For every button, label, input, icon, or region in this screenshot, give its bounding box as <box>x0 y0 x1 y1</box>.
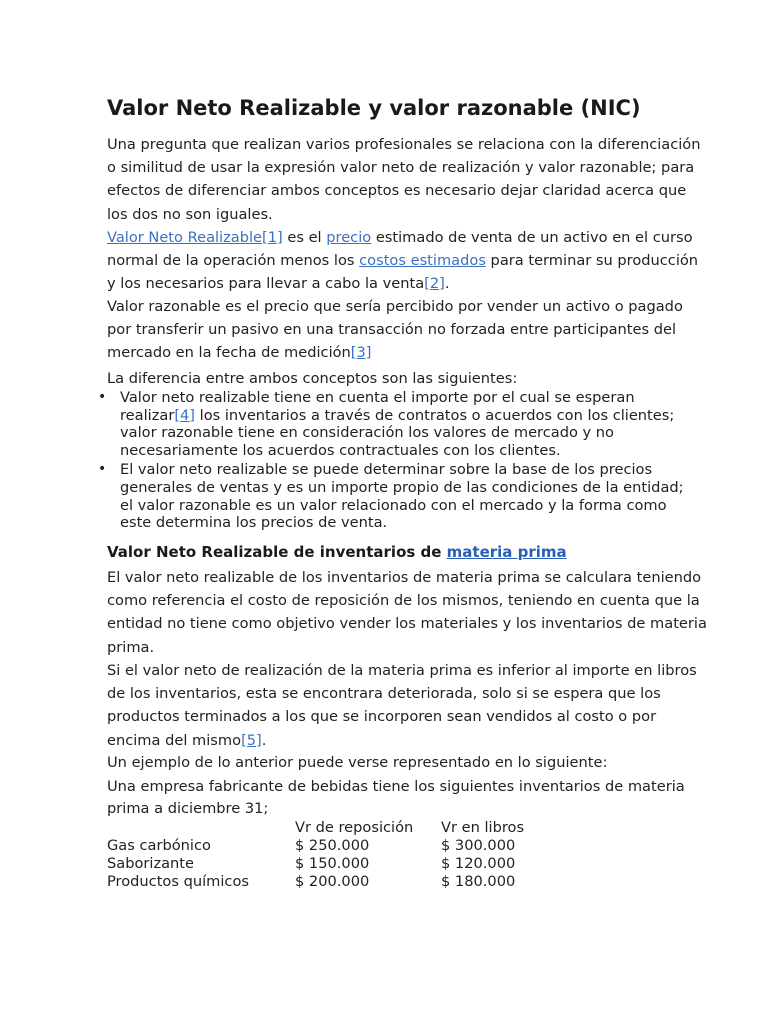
vnr-text-c: para terminar su producción y los necesarios para llevar a cabo la venta <box>107 252 699 293</box>
valor-razonable-paragraph <box>107 295 707 365</box>
bullet1-text-a: Valor neto realizable tiene en cuenta el importe por el cual se esperan realizar <box>120 389 635 424</box>
table-cell: $ 250.000 <box>295 837 370 854</box>
link-precio[interactable]: precio <box>326 229 372 246</box>
link-valor-neto-realizable[interactable]: Valor Neto Realizable <box>107 229 263 246</box>
table-cell: $ 200.000 <box>295 873 370 890</box>
razonable-text: Valor razonable es el precio que sería percibido por vender un activo o pagado por transferir un pasivo en una transacción no forzada entre participantes del mercado en la fecha de medición <box>107 298 683 362</box>
table-header-cell: Vr de reposición <box>295 819 414 836</box>
table-cell: Productos químicos <box>107 873 249 890</box>
table-cell: $ 300.000 <box>441 837 516 854</box>
section-heading <box>107 543 567 561</box>
table-cell: Gas carbónico <box>107 837 211 854</box>
vnr-definition-paragraph <box>107 226 707 296</box>
table-header-cell: Vr en libros <box>441 819 525 836</box>
vnr-text-a: es el <box>282 229 327 246</box>
list-item <box>120 389 700 459</box>
vnr-text-b: estimado de venta de un activo en el curso normal de la operación menos los <box>107 229 693 270</box>
footnote-ref-2[interactable]: [2] <box>424 275 445 293</box>
mp2-end: . <box>261 731 267 749</box>
ejemplo-text: Una empresa fabricante de bebidas tiene los siguientes inventarios de materia prima a diciembre 31; <box>107 778 685 817</box>
table-cell: $ 150.000 <box>295 855 370 872</box>
diferencia-intro: La diferencia entre ambos conceptos son las siguientes: <box>107 370 518 387</box>
diferencias-list <box>120 389 700 532</box>
materia-prima-paragraph-1: El valor neto realizable de los inventarios de materia prima se calculara teniendo como referencia el costo de reposición de los mismos, teniendo en cuenta que la entidad no tiene como objetivo vender los materiales y los inventarios de materia prima. <box>107 569 707 656</box>
ejemplo-intro: Un ejemplo de lo anterior puede verse representado en lo siguiente: <box>107 754 608 771</box>
vnr-text-d: . <box>444 275 450 293</box>
mp2-text: Si el valor neto de realización de la materia prima es inferior al importe en libros de los inventarios, esta se encontrara deteriorada, solo si se espera que los productos terminados a los que se incorporen sean vendidos al costo o por encima del mismo <box>107 662 697 749</box>
page-title: Valor Neto Realizable y valor razonable (NIC) <box>107 96 641 120</box>
footnote-ref-5[interactable]: [5] <box>241 731 262 749</box>
materia-prima-paragraph-2 <box>107 659 707 752</box>
list-item <box>120 461 700 531</box>
footnote-ref-1[interactable]: [1] <box>262 229 283 246</box>
footnote-ref-4[interactable]: [4] <box>174 406 196 424</box>
table-cell: $ 180.000 <box>441 873 516 890</box>
footnote-ref-3[interactable]: [3] <box>350 344 372 362</box>
table-cell: $ 120.000 <box>441 855 516 872</box>
bullet1-text-b: los inventarios a través de contratos o acuerdos con los clientes; valor razonable tiene en consideración los valores de mercado y no necesariamente los acuerdos contractuales con los clientes. <box>120 406 675 459</box>
table-cell: Saborizante <box>107 855 195 872</box>
link-materia-prima[interactable]: materia prima <box>446 543 567 561</box>
intro-paragraph: Una pregunta que realizan varios profesionales se relaciona con la diferenciación o similitud de usar la expresión valor neto de realización y valor razonable; para efectos de diferenciar ambos conceptos es necesario dejar claridad acerca que los dos no son iguales. <box>107 136 701 223</box>
link-costos-estimados[interactable]: costos estimados <box>359 252 486 270</box>
section-heading-text: Valor Neto Realizable de inventarios de <box>107 543 447 561</box>
bullet2-text: El valor neto realizable se puede determinar sobre la base de los precios generales de ventas y es un importe propio de las condiciones de la entidad; el valor razonable es un valor relacionado con el mercado y la forma como este determina los precios de venta. <box>120 461 684 532</box>
